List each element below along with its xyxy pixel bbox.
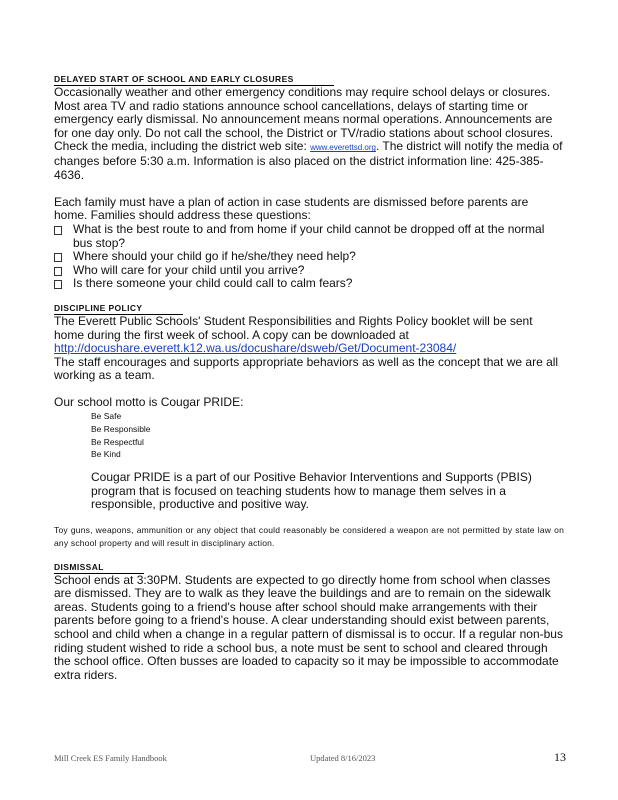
section-heading-delayed-start: DELAYED START OF SCHOOL AND EARLY CLOSURES [54, 74, 334, 86]
dismissal-paragraph: School ends at 3:30PM. Students are expected to go directly home from school when classes are dismissed. They are to walk as they leave the buildings and are to remain on the sidewalk areas. Students going to a friend's house after school should make arrangements with their parents before going to a friend's house. A clear understanding should exist between parents, school and child when a change in a regular pattern of dismissal is to occur. If a regular non-bus riding student wished to ride a school bus, a note must be sent to school and cleared through the school office. Often busses are loaded to capacity so it may be impossible to accommodate extra riders. [54, 572, 563, 682]
bullet-box-icon [54, 226, 62, 235]
district-website-link[interactable]: www.everettsd.org [310, 143, 376, 153]
list-item [54, 250, 564, 264]
question-text: What is the best route to and from home if your child cannot be dropped off at the normal bus stop? [73, 221, 545, 250]
weapons-policy: Toy guns, weapons, ammunition or any object that could reasonably be considered a weapon are not permitted by state law on any school property and will result in disciplinary action. [54, 525, 564, 548]
motto-item: Be Kind [91, 449, 121, 460]
footer-handbook-title: Mill Creek ES Family Handbook [54, 753, 167, 763]
discipline-paragraph-1: The Everett Public Schools' Student Responsibilities and Rights Policy booklet will be sent home during the first week of school. A copy can be downloaded at [54, 313, 533, 342]
delayed-paragraph-1-tail: . The district will notify the media of changes before 5:30 a.m. Information is also placed on the district information line: 425-385-4636. [54, 139, 563, 182]
bullet-box-icon [54, 253, 62, 262]
motto-intro: Our school motto is Cougar PRIDE: [54, 395, 244, 410]
section-heading-dismissal: DISMISSAL [54, 562, 144, 574]
question-text: Is there someone your child could call to calm fears? [73, 276, 353, 291]
motto-item: Be Respectful [91, 436, 144, 447]
delayed-paragraph-1 [54, 86, 564, 182]
page-content [54, 72, 564, 682]
page-number: 13 [554, 750, 566, 764]
action-plan-questions [54, 223, 564, 291]
question-text: Where should your child go if he/she/they need help? [73, 249, 356, 264]
motto-item: Be Safe [91, 411, 122, 422]
bullet-box-icon [54, 280, 62, 289]
list-item [54, 264, 564, 278]
section-heading-discipline: DISCIPLINE POLICY [54, 303, 183, 315]
policy-document-link[interactable]: http://docushare.everett.k12.wa.us/docushare/dsweb/Get/Document-23084/ [54, 341, 457, 356]
list-item [54, 277, 564, 291]
bullet-box-icon [54, 267, 62, 276]
question-text: Who will care for your child until you arrive? [73, 262, 305, 277]
delayed-paragraph-2: Each family must have a plan of action in case students are dismissed before parents are home. Families should address these questions: [54, 194, 529, 223]
pbis-paragraph: Cougar PRIDE is a part of our Positive Behavior Interventions and Supports (PBIS) program that is focused on teaching students how to manage them selves in a responsible, productive and positive way. [91, 470, 532, 512]
list-item [54, 223, 564, 250]
motto-list [54, 410, 564, 461]
footer-updated-date: Updated 8/16/2023 [310, 753, 376, 763]
discipline-paragraph-2: The staff encourages and supports appropriate behaviors as well as the concept that we are all working as a team. [54, 354, 559, 383]
page-footer [54, 751, 564, 767]
delayed-paragraph-1-text: Occasionally weather and other emergency conditions may require school delays or closures. Most area TV and radio stations announce school cancellations, delays of starting time or emergency early dismissal. No announcement means normal operations. Announcements are for one day only. Do not call the school, the District or TV/radio stations about school closures. Check the media, including the district web site: [54, 85, 554, 154]
motto-item: Be Responsible [91, 423, 151, 434]
